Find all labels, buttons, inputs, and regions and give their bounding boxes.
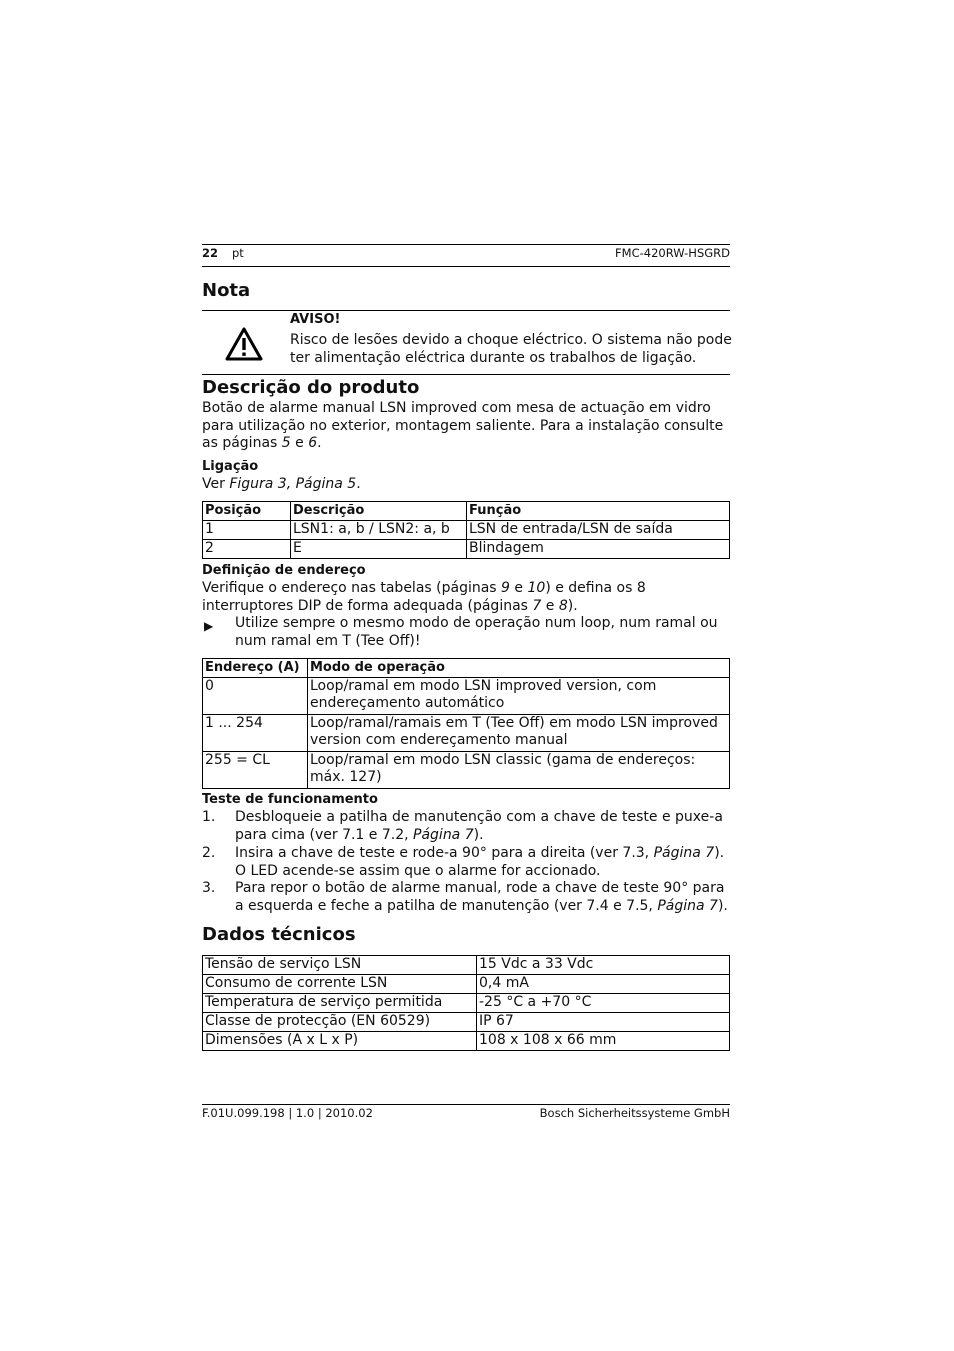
list-item: Desbloqueie a patilha de manutenção com a chave de teste e puxe-a para cima (ver 7.1 e 7.2, Página 7). <box>235 809 723 843</box>
table-header: Posição <box>203 502 291 521</box>
company-name: Bosch Sicherheitssysteme GmbH <box>539 1106 730 1120</box>
table-cell: Temperatura de serviço permitida <box>203 994 477 1013</box>
footer-rule <box>202 1104 730 1105</box>
warning-triangle-icon <box>224 326 264 362</box>
teste-heading: Teste de funcionamento <box>202 792 378 807</box>
endereco-table <box>202 658 730 789</box>
table-row <box>203 1013 730 1032</box>
table-cell: Loop/ramal em modo LSN classic (gama de endereços: máx. 127) <box>308 752 730 789</box>
table-cell: 1 <box>203 521 291 540</box>
triangle-bullet-icon: ▶ <box>204 619 214 633</box>
header-bottom-rule <box>202 266 730 267</box>
table-row <box>203 540 730 559</box>
step-number: 3. <box>202 880 216 896</box>
ligacao-heading: Ligação <box>202 459 259 474</box>
warning-label: AVISO! <box>290 312 341 327</box>
figure-ref: Figura 3, Página 5 <box>229 476 357 492</box>
table-header: Descrição <box>291 502 467 521</box>
page-ref: 9 <box>501 580 510 596</box>
ligacao-see: Ver Figura 3, Página 5. <box>202 476 361 492</box>
page-ref: 6 <box>308 435 318 451</box>
table-cell: Blindagem <box>467 540 730 559</box>
table-cell: 0,4 mA <box>477 975 730 994</box>
table-cell: 2 <box>203 540 291 559</box>
nota-heading: Nota <box>202 280 251 301</box>
dados-table <box>202 955 730 1051</box>
table-cell: -25 °C a +70 °C <box>477 994 730 1013</box>
warning-top-rule <box>202 310 730 311</box>
page-ref: 8 <box>558 597 568 614</box>
table-cell: Loop/ramal/ramais em T (Tee Off) em modo LSN improved version com endereçamento manual <box>308 715 730 752</box>
header-top-rule <box>202 244 730 245</box>
table-row <box>203 975 730 994</box>
table-cell: Loop/ramal em modo LSN improved version, com endereçamento automático <box>308 678 730 715</box>
table-cell: Dimensões (A x L x P) <box>203 1032 477 1051</box>
table-cell: Tensão de serviço LSN <box>203 956 477 975</box>
language-code: pt <box>232 246 244 260</box>
table-cell: 255 = CL <box>203 752 308 789</box>
table-header: Função <box>467 502 730 521</box>
endereco-heading: Definição de endereço <box>202 563 366 578</box>
page-ref: Página 7 <box>653 845 715 861</box>
table-row <box>203 994 730 1013</box>
table-row <box>203 715 730 752</box>
step-number: 1. <box>202 809 216 825</box>
table-row <box>203 956 730 975</box>
table-cell: 1 ... 254 <box>203 715 308 752</box>
table-row <box>203 752 730 789</box>
dados-heading: Dados técnicos <box>202 924 356 945</box>
page-ref: 7 <box>532 597 542 614</box>
page-ref: 5 <box>281 435 291 451</box>
table-cell: Consumo de corrente LSN <box>203 975 477 994</box>
table-cell: 15 Vdc a 33 Vdc <box>477 956 730 975</box>
table-cell: Classe de protecção (EN 60529) <box>203 1013 477 1032</box>
warning-bottom-rule <box>202 374 730 375</box>
table-cell: 0 <box>203 678 308 715</box>
page-number: 22 <box>202 246 219 260</box>
table-cell: E <box>291 540 467 559</box>
page-ref: Página 7 <box>413 826 474 843</box>
table-header: Endereço (A) <box>203 659 308 678</box>
ligacao-table <box>202 501 730 559</box>
model-name: FMC-420RW-HSGRD <box>615 246 730 260</box>
list-item: Insira a chave de teste e rode-a 90° para a direita (ver 7.3, Página 7). O LED acende-se assim que o alarme for accionado. <box>235 845 725 879</box>
produto-heading: Descrição do produto <box>202 377 420 398</box>
warning-text: Risco de lesões devido a choque eléctrico. O sistema não pode ter alimentação eléctrica durante os trabalhos de ligação. <box>290 332 732 366</box>
endereco-text: Verifique o endereço nas tabelas (páginas 9 e 10) e defina os 8 interruptores DIP de forma adequada (páginas 7 e 8). <box>202 580 646 614</box>
table-cell: IP 67 <box>477 1013 730 1032</box>
page-ref: Página 7 <box>657 897 718 914</box>
table-cell: LSN1: a, b / LSN2: a, b <box>291 521 467 540</box>
table-row <box>203 678 730 715</box>
table-header: Modo de operação <box>308 659 730 678</box>
endereco-bullet: Utilize sempre o mesmo modo de operação num loop, num ramal ou num ramal em T (Tee Off)! <box>235 615 718 649</box>
produto-text: Botão de alarme manual LSN improved com mesa de actuação em vidro para utilização no exterior, montagem saliente. Para a instalação consulte as páginas 5 e 6. <box>202 400 724 451</box>
doc-reference: F.01U.099.198 | 1.0 | 2010.02 <box>202 1106 373 1120</box>
table-cell: LSN de entrada/LSN de saída <box>467 521 730 540</box>
table-cell: 108 x 108 x 66 mm <box>477 1032 730 1051</box>
table-row <box>203 1032 730 1051</box>
step-number: 2. <box>202 845 216 861</box>
table-row <box>203 521 730 540</box>
page-ref: 10 <box>527 580 546 596</box>
list-item: Para repor o botão de alarme manual, rode a chave de teste 90° para a esquerda e feche a patilha de manutenção (ver 7.4 e 7.5, Página 7). <box>235 880 728 914</box>
